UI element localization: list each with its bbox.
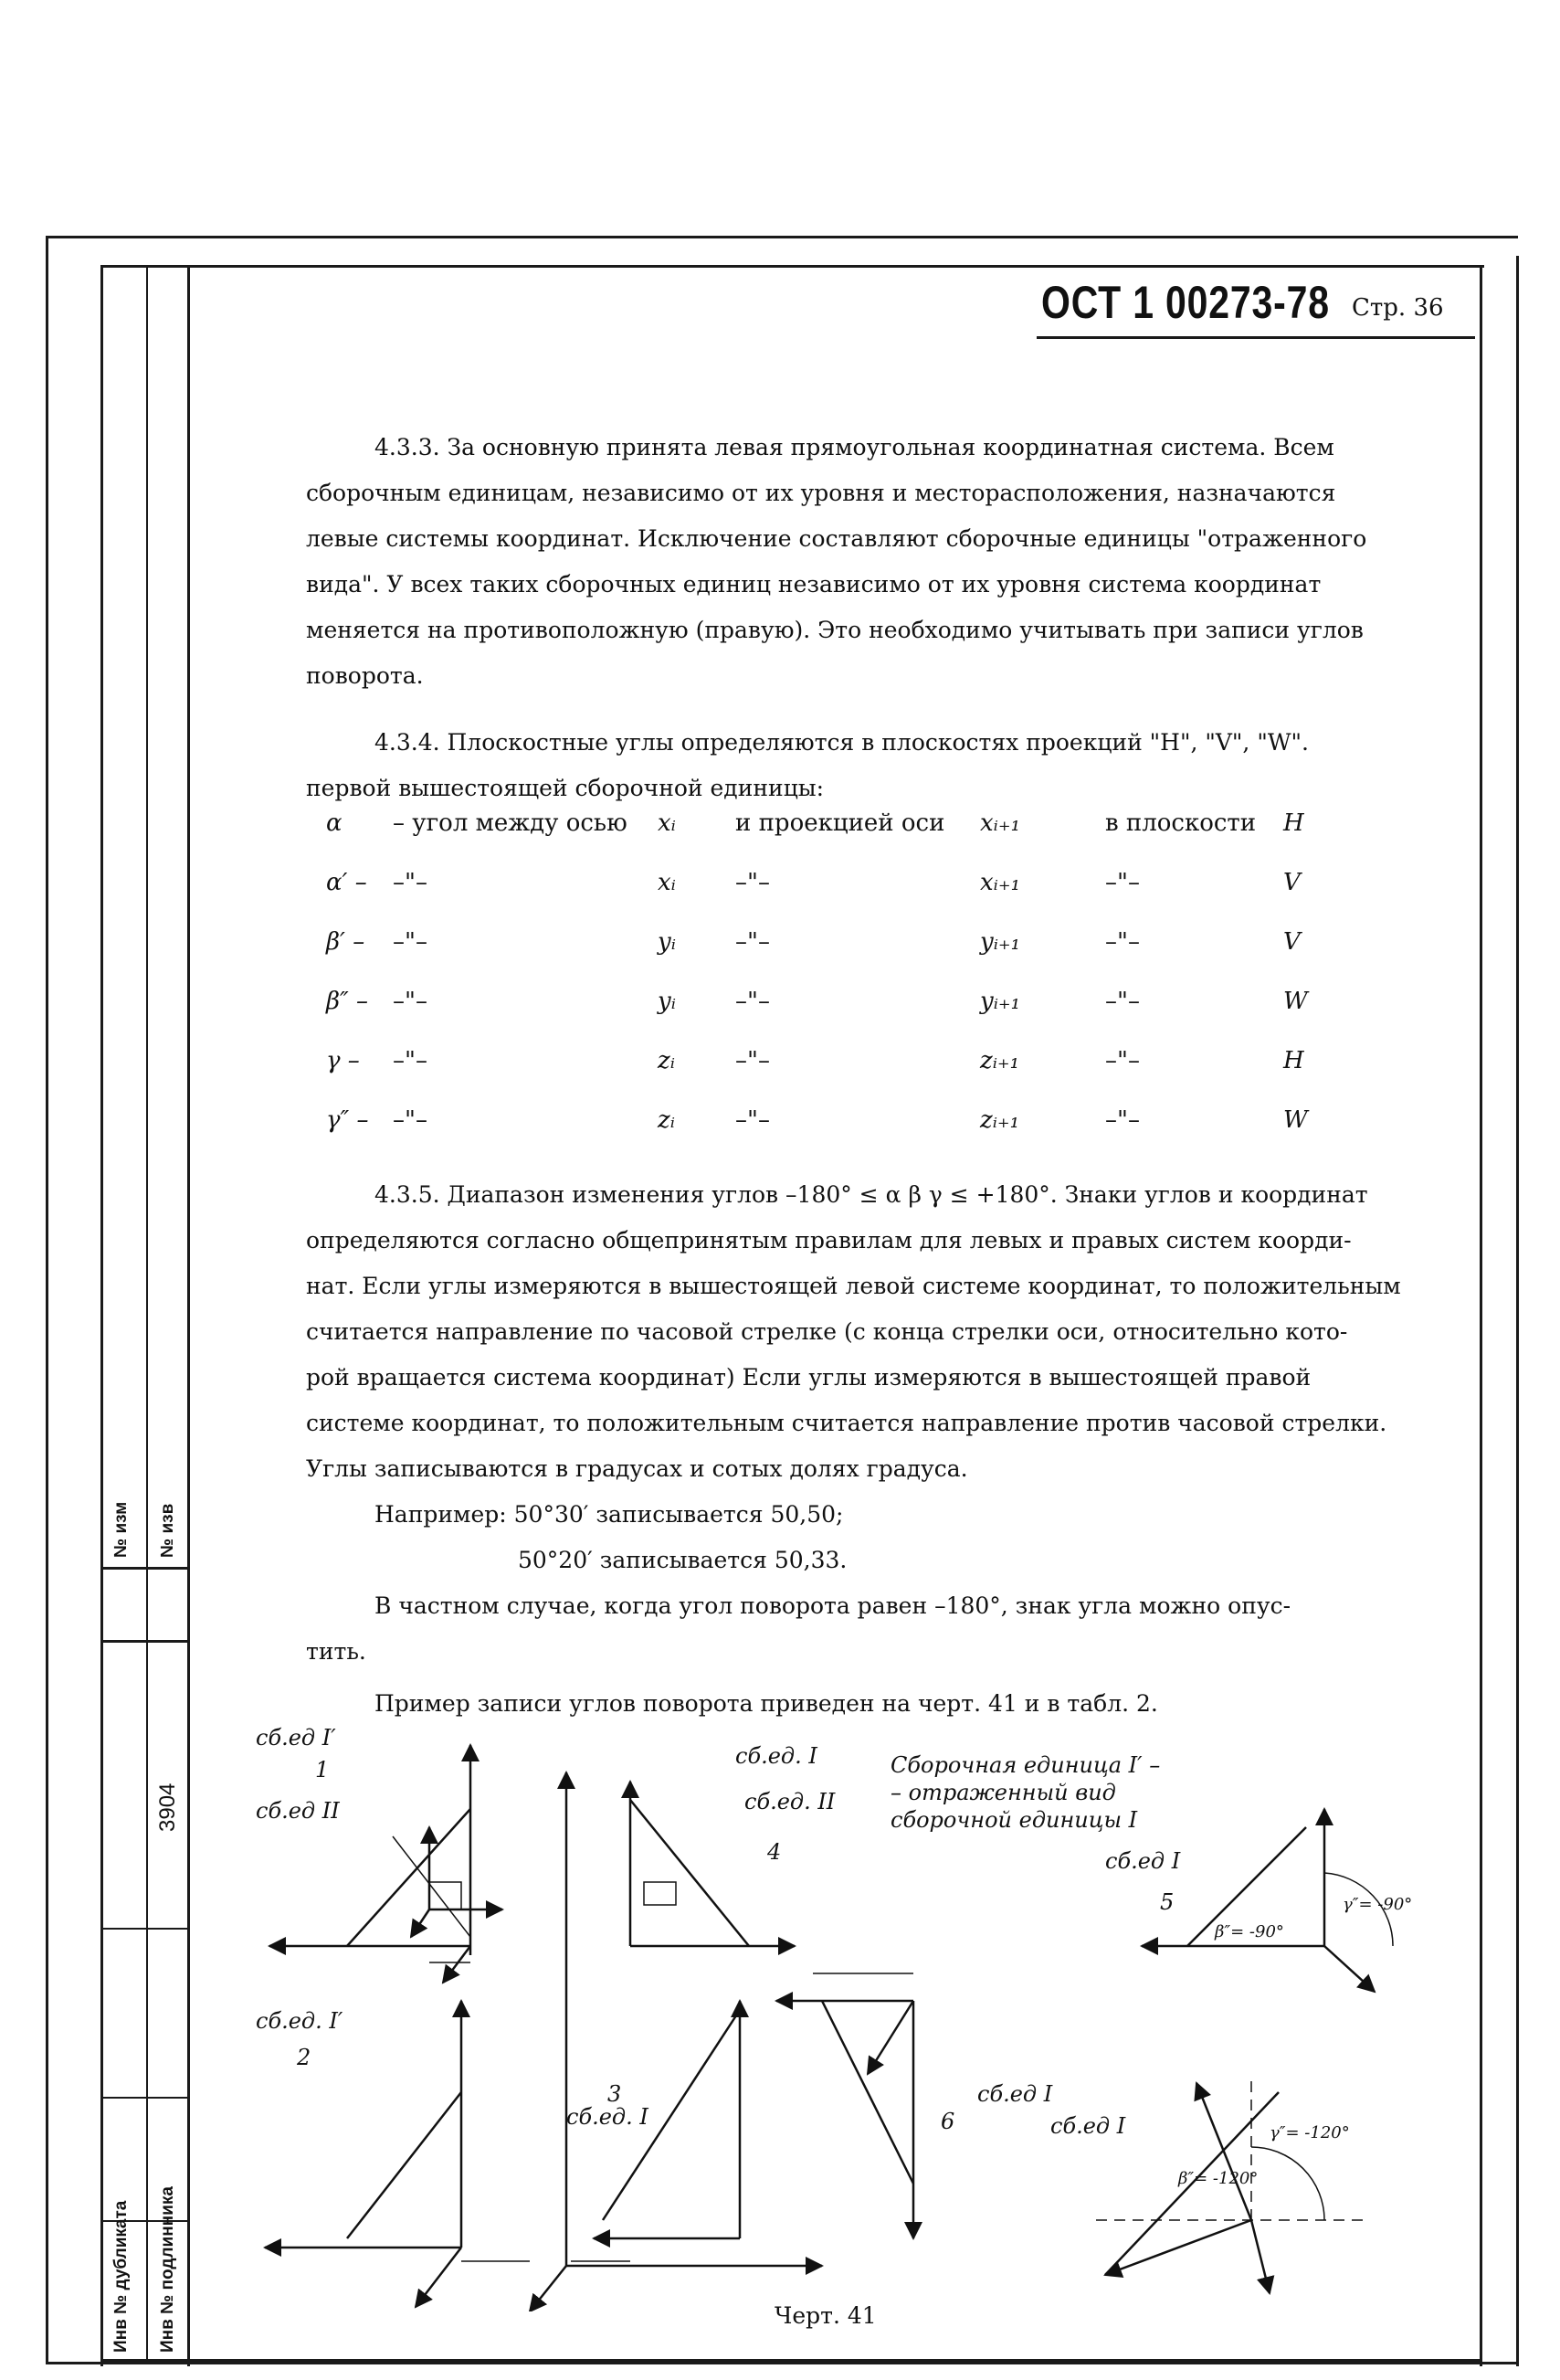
angle-table-row (306, 1040, 1402, 1095)
special-case (306, 1583, 1475, 1675)
doc-code: ОСТ 1 00273-78 (1041, 277, 1330, 328)
angle-table-cell: H (1283, 1047, 1304, 1074)
text-line: сборочным единицам, независимо от их уровня и месторасположения, назначаются (306, 480, 1336, 506)
angle-table-cell: yᵢ₊₁ (980, 988, 1021, 1015)
angle-table-cell: –"– (1105, 988, 1140, 1015)
angle-table-cell: V (1283, 928, 1301, 956)
angle-table-cell: –"– (1105, 1047, 1140, 1074)
header-underline (1037, 336, 1475, 339)
frame-outer-bottom (46, 2362, 1518, 2364)
axis-xi-5 (1324, 1946, 1375, 1992)
stamp-sep4 (100, 2097, 190, 2099)
angle-table-row (306, 862, 1402, 916)
axis-xo-3 (530, 2266, 566, 2311)
axis-xi-6 (1251, 2220, 1270, 2293)
figure-caption: Черт. 41 (775, 2302, 877, 2329)
stamp-inv-dubl: Инв № дубликата (111, 2200, 131, 2353)
angle-table-cell: –"– (1105, 869, 1140, 896)
angle-table-cell: yᵢ (658, 988, 676, 1015)
frame-outer-top (46, 236, 1518, 238)
angle-table-cell: xᵢ (658, 809, 676, 837)
example-line: 50°20′ записывается 50,33. (518, 1547, 848, 1573)
angle-table-cell: H (1283, 809, 1304, 837)
stamp-izv: № изв (158, 1503, 177, 1558)
axis-xi-4 (868, 2001, 913, 2074)
body-edge-2 (347, 2092, 461, 2238)
text-line: нат. Если углы измеряются в вышестоящей левой системе координат, то положительным (306, 1273, 1401, 1299)
angle-table-cell: β″ – (326, 988, 369, 1015)
text-line: рой вращается система координат) Если углы измеряются в вышестоящей правой (306, 1364, 1312, 1391)
angle-table-cell: –"– (735, 1047, 770, 1074)
label-sb4: сб.ед. I (566, 2104, 648, 2130)
angle-table-cell: –"– (1105, 928, 1140, 956)
angle-table-cell: γ″ – (326, 1106, 369, 1134)
body-edge-3a (630, 1800, 749, 1946)
stamp-divider (146, 265, 148, 2362)
examples (306, 1492, 1475, 1583)
label-ang3: β″= -120° (1178, 2169, 1259, 2188)
angle-table-cell: zᵢ₊₁ (980, 1047, 1020, 1074)
angle-table-cell: zᵢ₊₁ (980, 1106, 1020, 1134)
angle-table-row (306, 980, 1402, 1035)
drawing-41 (228, 1727, 1470, 2311)
section-4-3-4 (306, 720, 1475, 811)
stamp-izm: № изм (111, 1501, 131, 1558)
angle-table-cell: xᵢ₊₁ (980, 809, 1021, 837)
arc-6 (1251, 2147, 1324, 2220)
label-ang1: β″= -90° (1215, 1922, 1284, 1941)
axis-xi-1 (443, 1946, 470, 1983)
text-line: тить. (306, 1638, 366, 1665)
stamp-sep1 (100, 1567, 190, 1570)
angle-table-cell: в плоскости (1105, 809, 1257, 837)
label-sb7: сб.ед I (1105, 1848, 1181, 1874)
frame-right (1480, 265, 1482, 2366)
label-n3: 3 (607, 2081, 622, 2107)
angle-table-cell: –"– (735, 988, 770, 1015)
frame-top (100, 265, 1484, 268)
text-line: 4.3.4. Плоскостные углы определяются в плоскостях проекций "H", "V", "W". (374, 729, 1309, 756)
angle-table-row (306, 1099, 1402, 1154)
frame-outer-left (46, 236, 48, 2364)
frame-bottom (100, 2359, 1482, 2362)
stamp-sep3 (100, 1928, 190, 1930)
angle-table-cell: yᵢ₊₁ (980, 928, 1021, 956)
text-line: поворота. (306, 662, 424, 689)
angle-table-row (306, 802, 1402, 857)
text-line: В частном случае, когда угол поворота равен –180°, знак угла можно опус- (374, 1592, 1291, 1619)
angle-table-cell: V (1283, 869, 1301, 896)
body-edge-1a (347, 1809, 470, 1946)
label-sb1: сб.ед I′ (256, 1727, 336, 1751)
section-4-3-5 (306, 1172, 1475, 1492)
axis-zi-6 (1196, 2083, 1251, 2220)
angle-table-cell: yᵢ (658, 928, 676, 956)
label-n5: 5 (1160, 1889, 1175, 1915)
angle-table-cell: xᵢ (658, 869, 676, 896)
text-line: вида". У всех таких сборочных единиц независимо от их уровня система координат (306, 571, 1322, 598)
label-n4: 4 (767, 1839, 782, 1865)
angle-table-cell: –"– (393, 928, 427, 956)
angle-table-cell: W (1283, 988, 1308, 1015)
label-note3: сборочной единицы I (891, 1807, 1138, 1833)
angle-table-cell: –"– (735, 1106, 770, 1134)
axis-xi-2 (416, 2248, 461, 2307)
angle-table-cell: β′ – (326, 928, 365, 956)
body-square-3 (644, 1882, 676, 1905)
stamp-sep2 (100, 1640, 190, 1643)
example-line: Например: 50°30′ записывается 50,50; (374, 1501, 844, 1528)
page-number: Стр. 36 (1352, 294, 1444, 322)
angle-table-cell: zᵢ (658, 1047, 675, 1074)
text-line: считается направление по часовой стрелке (с конца стрелки оси, относительно кото- (306, 1318, 1348, 1345)
angle-table-cell: – угол между осью (393, 809, 627, 837)
body-edge-4a (822, 2001, 913, 2184)
label-ang4: γ″= -120° (1270, 2123, 1350, 2142)
angle-table-cell: xᵢ₊₁ (980, 869, 1021, 896)
label-sb2: сб.ед II (256, 1798, 340, 1824)
stamp-inv-podl: Инв № подлинника (158, 2186, 177, 2353)
angle-table-cell: W (1283, 1106, 1308, 1134)
angle-table-cell: –"– (393, 1106, 427, 1134)
label-sb5: сб.ед. II (744, 1789, 836, 1814)
figure-reference (306, 1681, 1475, 1727)
axis-xj-1 (411, 1909, 429, 1937)
text-line: левые системы координат. Исключение составляют сборочные единицы "отраженного (306, 525, 1367, 552)
text-line: определяются согласно общепринятым правилам для левых и правых систем коорди- (306, 1227, 1352, 1253)
frame-left (100, 265, 103, 2366)
angle-table-cell: –"– (735, 928, 770, 956)
text-line: первой вышестоящей сборочной единицы: (306, 775, 825, 801)
text-line: меняется на противоположную (правую). Это необходимо учитывать при записи углов (306, 617, 1364, 643)
text-line: Углы записываются в градусах и сотых долях градуса. (306, 1455, 968, 1482)
label-n2: 2 (297, 2045, 311, 2070)
angle-table-row (306, 921, 1402, 976)
label-sb6: сб.ед. I (735, 1743, 817, 1769)
angle-table-cell: α (326, 809, 343, 837)
stamp-podl-no: 3904 (155, 1782, 180, 1832)
text-line: Пример записи углов поворота приведен на черт. 41 и в табл. 2. (374, 1690, 1158, 1717)
angle-table-cell: и проекцией оси (735, 809, 945, 837)
angle-table-cell: –"– (1105, 1106, 1140, 1134)
text-line: системе координат, то положительным считается направление против часовой стрелки. (306, 1410, 1387, 1436)
text-line: 4.3.5. Диапазон изменения углов –180° ≤ α β γ ≤ +180°. Знаки углов и координат (374, 1181, 1368, 1208)
label-note2: – отраженный вид (891, 1780, 1116, 1805)
label-n6: 6 (941, 2109, 955, 2134)
label-sb9: сб.ед I (1050, 2113, 1126, 2139)
angle-table-cell: γ – (326, 1047, 360, 1074)
section-4-3-3 (306, 425, 1475, 699)
text-line: 4.3.3. За основную принята левая прямоугольная координатная система. Всем (374, 434, 1334, 460)
axis-yi-6 (1105, 2220, 1251, 2275)
angle-table-cell: α′ – (326, 869, 367, 896)
label-ang2: γ″= -90° (1343, 1895, 1413, 1914)
angle-table-cell: –"– (393, 1047, 427, 1074)
frame-inner-left (187, 265, 190, 2366)
label-n1: 1 (315, 1757, 330, 1782)
label-sb3: сб.ед. I′ (256, 2008, 343, 2034)
angle-table-cell: –"– (735, 869, 770, 896)
label-note1: Сборочная единица I′ – (891, 1752, 1161, 1778)
angle-table-cell: zᵢ (658, 1106, 675, 1134)
label-sb8: сб.ед I (977, 2081, 1053, 2107)
angle-table-cell: –"– (393, 988, 427, 1015)
angle-table-cell: –"– (393, 869, 427, 896)
frame-outer-right (1516, 256, 1519, 2366)
